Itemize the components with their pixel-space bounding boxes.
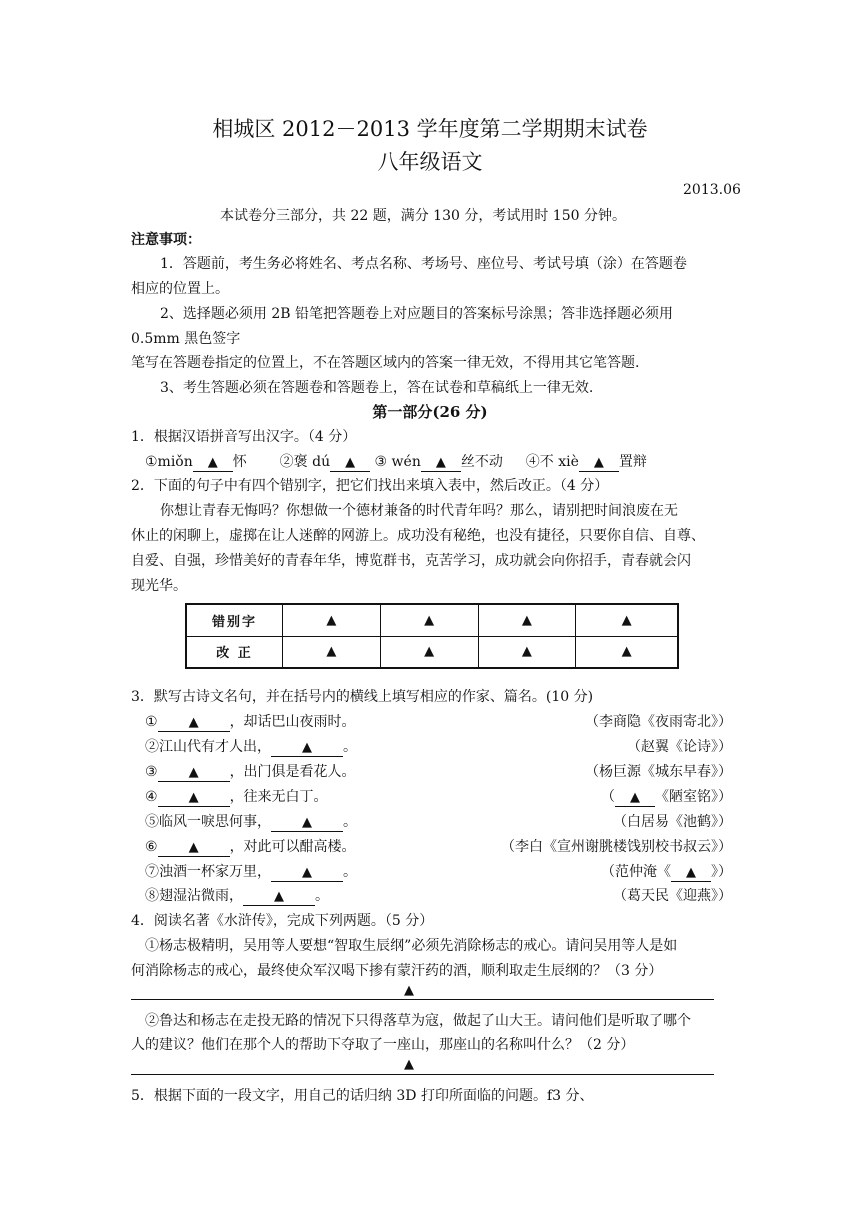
q1-b-prompt: ②褒 dú <box>279 454 331 470</box>
q3-blank[interactable]: ▲ <box>158 764 230 782</box>
notice-item-1-cont: 相应的位置上。 <box>131 281 229 297</box>
q1-c-blank[interactable]: ▲ <box>421 454 461 472</box>
q4-sub2-answer-line[interactable] <box>131 1074 714 1075</box>
correction-cell[interactable]: ▲ <box>380 636 478 668</box>
q3-line-6: ⑥ ▲ ，对此可以酣高楼。 <box>145 839 356 855</box>
q1-a-prompt: ①miǒn <box>145 454 193 470</box>
q2-passage-line-1: 你想让青春无悔吗？你想做一个德材兼备的时代青年吗？那么，请别把时间浪废在无 <box>160 503 678 519</box>
q3-line-1: ① ▲ ，却话巴山夜雨时。 <box>145 714 356 730</box>
q4-stem: 4．阅读名著《水浒传》，完成下列两题。（5 分） <box>131 913 434 929</box>
q3-source-5: （白居易《池鹤》） <box>613 814 732 830</box>
q1-stem: 1．根据汉语拼音写出汉字。（4 分） <box>131 429 357 445</box>
notice-item-3: 3、考生答题必须在答题卷和答题卷上，答在试卷和草稿纸上一律无效. <box>160 380 594 396</box>
q3-blank[interactable]: ▲ <box>158 789 230 807</box>
notice-heading: 注意事项： <box>131 232 201 248</box>
q1-a-blank[interactable]: ▲ <box>193 454 233 472</box>
notice-item-1: 1．答题前，考生务必将姓名、考点名称、考场号、座位号、考试号填（涂）在答题卷 <box>160 256 687 272</box>
q3-source-1: （李商隐《夜雨寄北》） <box>585 714 732 730</box>
q3-blank[interactable]: ▲ <box>158 839 230 857</box>
part1-heading: 第一部分(26 分) <box>372 403 488 421</box>
q3-source-6: （李白《宣州谢朓楼饯别校书叔云》） <box>501 839 732 855</box>
q4-sub1-answer-line[interactable] <box>131 999 714 1000</box>
q1-b-blank[interactable]: ▲ <box>330 454 370 472</box>
q3-blank[interactable]: ▲ <box>243 888 315 906</box>
q2-stem: 2．下面的句子中有四个错别字，把它们找出来填入表中，然后改正。（4 分） <box>131 478 609 494</box>
q3-source-4: （ ▲ 《陋室铭》） <box>601 789 732 805</box>
q1-c-prompt: ③ wén <box>374 454 421 470</box>
q1-d-prompt: ④不 xiè <box>525 454 579 470</box>
correction-cell[interactable]: ▲ <box>478 636 576 668</box>
table-row-head-wrong: 错别字 <box>186 604 283 636</box>
exam-intro: 本试卷分三部分，共 22 题，满分 130 分，考试用时 150 分钟。 <box>220 208 626 224</box>
q4-sub2-line-1: ②鲁达和杨志在走投无路的情况下只得落草为寇，做起了山大王。请问他们是听取了哪个 <box>145 1013 691 1029</box>
q1-a-suffix: 怀 <box>232 454 247 470</box>
exam-subtitle: 八年级语文 <box>377 150 483 174</box>
q3-blank[interactable]: ▲ <box>271 814 343 832</box>
q3-blank[interactable]: ▲ <box>271 864 343 882</box>
q3-source-3: （杨巨源《城东早春》） <box>585 764 732 780</box>
table-row <box>186 636 678 668</box>
q3-line-2: ②江山代有才人出， ▲ 。 <box>145 739 357 755</box>
q3-line-3: ③ ▲ ，出门俱是看花人。 <box>145 764 356 780</box>
q3-line-5: ⑤临风一唳思何事， ▲ 。 <box>145 814 357 830</box>
q3-source-blank[interactable]: ▲ <box>615 789 655 807</box>
q3-blank[interactable]: ▲ <box>158 714 230 732</box>
q2-answer-table <box>185 603 679 669</box>
q2-passage-line-3: 自爱、自强，珍惜美好的青春年华，博览群书，克苦学习，成功就会向你招手，青春就会闪 <box>131 553 691 569</box>
exam-title: 相城区 2012－2013 学年度第二学期期末试卷 <box>212 117 648 141</box>
notice-item-2-cont: 0.5mm 黑色签字 <box>131 331 241 347</box>
q3-line-7: ⑦浊酒一杯家万里， ▲ 。 <box>145 864 357 880</box>
table-row-head-correct: 改 正 <box>186 636 283 668</box>
q4-sub1-answer-marker: ▲ <box>404 983 414 998</box>
correction-cell[interactable]: ▲ <box>576 636 678 668</box>
q1-d-blank[interactable]: ▲ <box>579 454 619 472</box>
q1-items <box>145 451 647 472</box>
q1-d-suffix: 置辩 <box>618 454 647 470</box>
q3-source-blank[interactable]: ▲ <box>671 864 711 882</box>
wrong-char-cell[interactable]: ▲ <box>283 604 381 636</box>
wrong-char-cell[interactable]: ▲ <box>576 604 678 636</box>
exam-date: 2013.06 <box>683 182 741 198</box>
q2-passage-line-2: 休止的闲聊上，虚掷在让人迷醉的网游上。成功没有秘绝，也没有捷径，只要你自信、自尊、 <box>131 528 705 544</box>
q2-passage-line-4: 现光华。 <box>131 578 187 594</box>
q4-sub1-line-1: ①杨志极精明，吴用等人要想“智取生辰纲”必须先消除杨志的戒心。请问吴用等人是如 <box>145 938 678 954</box>
q3-line-8: ⑧翅湿沾微雨， ▲ 。 <box>145 888 329 904</box>
q3-stem: 3．默写古诗文名句，并在括号内的横线上填写相应的作家、篇名。(10 分) <box>131 689 594 705</box>
q4-sub2-answer-marker: ▲ <box>404 1057 414 1072</box>
wrong-char-cell[interactable]: ▲ <box>478 604 576 636</box>
q4-sub2-line-2: 人的建议？他们在那个人的帮助下夺取了一座山，那座山的名称叫什么？（2 分） <box>131 1037 635 1053</box>
wrong-char-cell[interactable]: ▲ <box>380 604 478 636</box>
correction-cell[interactable]: ▲ <box>283 636 381 668</box>
q5-stem: 5．根据下面的一段文字，用自己的话归纳 3D 打印所面临的问题。f3 分、 <box>131 1088 594 1104</box>
q3-source-7: （范仲淹《 ▲ 》） <box>601 864 732 880</box>
q3-line-4: ④ ▲ ，往来无白丁。 <box>145 789 328 805</box>
notice-item-2-cont2: 笔写在答题卷指定的位置上，不在答题区域内的答案一律无效，不得用其它笔答题. <box>131 355 640 371</box>
q4-sub1-line-2: 何消除杨志的戒心，最终使众军汉喝下掺有蒙汗药的酒，顺利取走生辰纲的？（3 分） <box>131 963 663 979</box>
table-row <box>186 604 678 636</box>
q3-source-2: （赵翼《论诗》） <box>627 739 732 755</box>
q3-source-8: （葛天民《迎燕》） <box>613 888 732 904</box>
q1-c-suffix: 丝不动 <box>460 454 503 470</box>
notice-item-2: 2、选择题必须用 2B 铅笔把答题卷上对应题目的答案标号涂黑；答非选择题必须用 <box>160 306 674 322</box>
q3-blank[interactable]: ▲ <box>271 739 343 757</box>
